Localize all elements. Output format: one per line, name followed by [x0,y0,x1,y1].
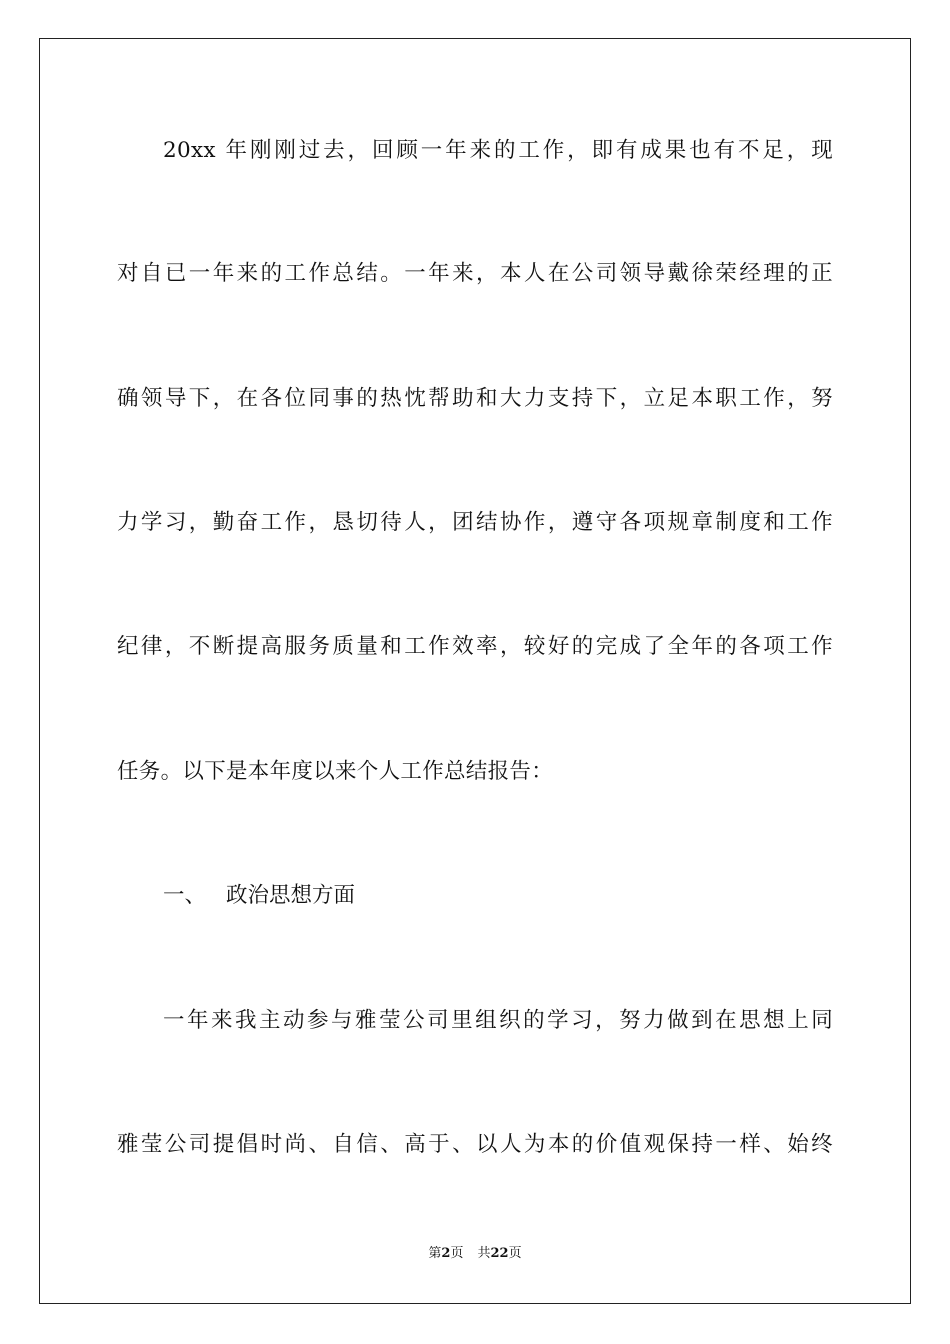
page-border [39,38,911,1304]
body-line-1: 20xx 年刚刚过去，回顾一年来的工作，即有成果也有不足，现 [163,138,833,163]
body-line-3: 确领导下，在各位同事的热忱帮助和大力支持下，立足本职工作，努 [117,386,833,411]
section-line-2: 雅莹公司提倡时尚、自信、高于、以人为本的价值观保持一样、始终 [117,1132,833,1157]
footer-total-suffix: 页 [508,1246,522,1261]
footer-page-suffix: 页 [450,1246,464,1261]
footer-total-pages: 22 [490,1246,509,1261]
footer-page-number: 2 [441,1246,451,1261]
section-heading-title: 政治思想方面 [226,883,356,908]
page-footer [0,1245,950,1263]
section-heading-number: 一、 [163,883,207,908]
body-line-5: 纪律，不断提高服务质量和工作效率，较好的完成了全年的各项工作 [117,634,833,659]
body-line-2: 对自已一年来的工作总结。一年来，本人在公司领导戴徐荣经理的正 [117,261,833,286]
body-line-4: 力学习，勤奋工作，恳切待人，团结协作，遵守各项规章制度和工作 [117,510,833,535]
footer-page-prefix: 第 [428,1246,442,1261]
body-line-6: 任务。以下是本年度以来个人工作总结报告： [117,759,554,784]
footer-total-prefix: 共 [477,1246,491,1261]
section-line-1: 一年来我主动参与雅莹公司里组织的学习，努力做到在思想上同 [163,1008,833,1033]
